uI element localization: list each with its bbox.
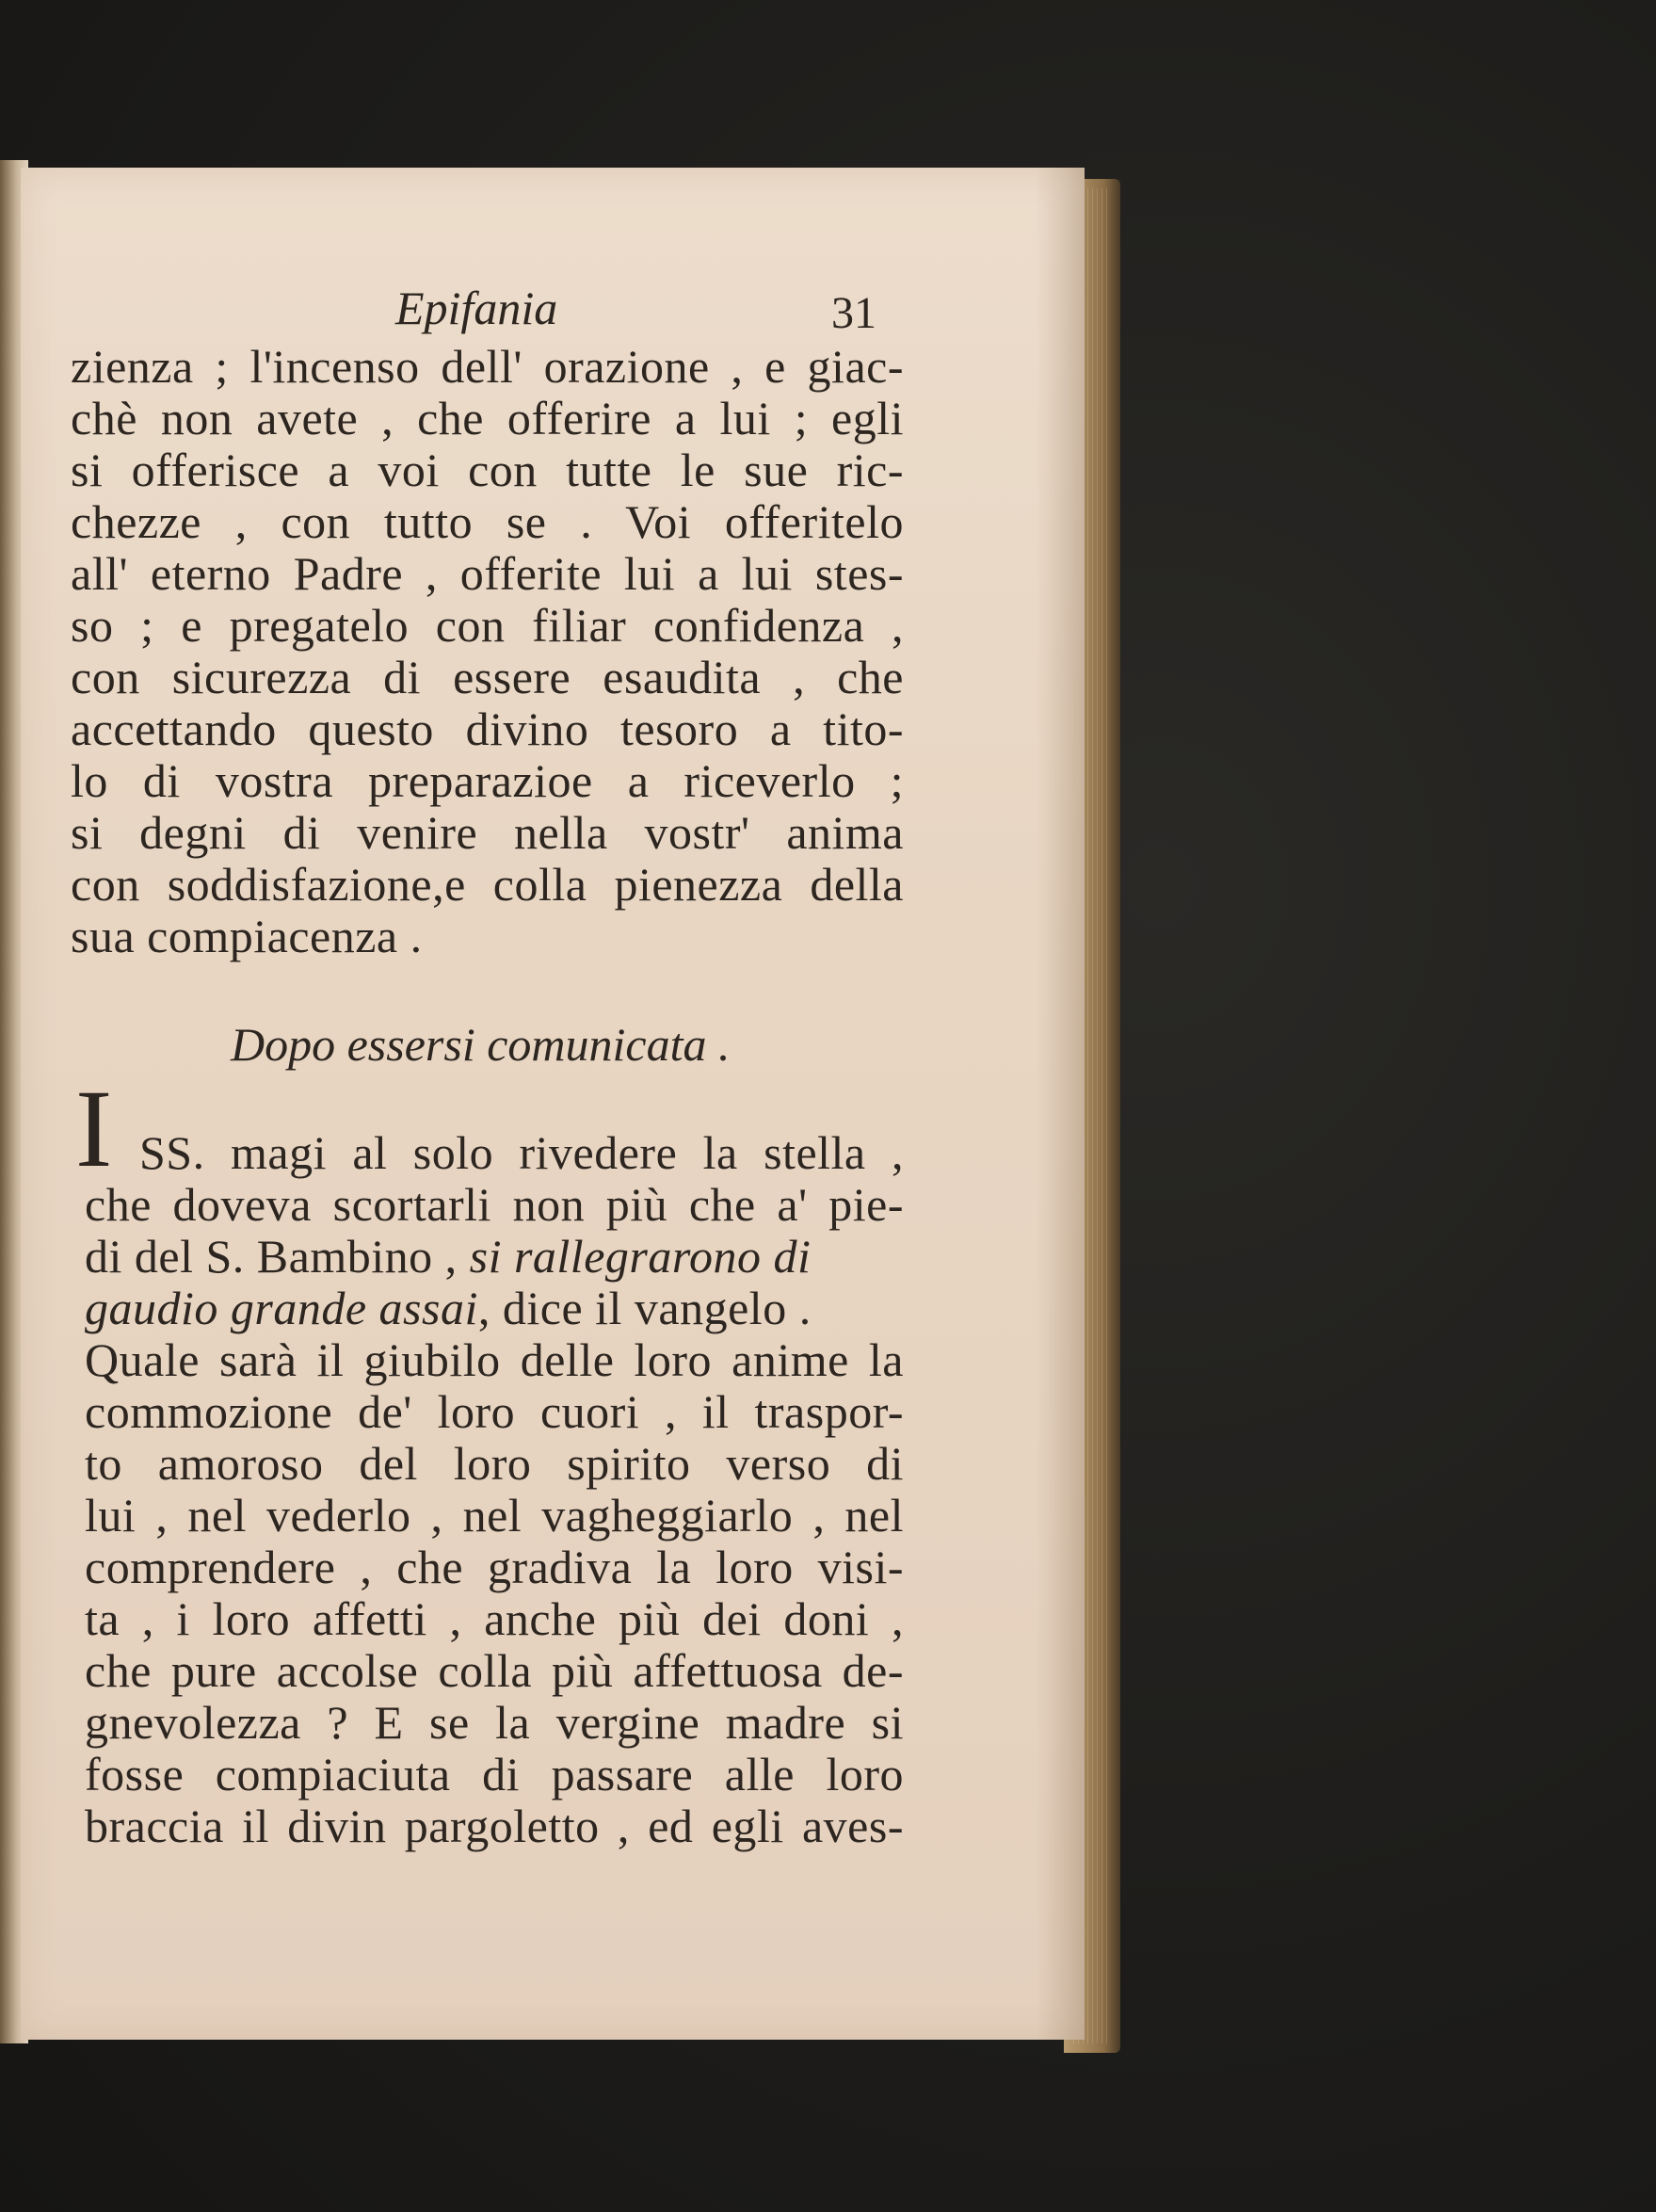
text-line: con soddisfazione,e colla pienezza della — [71, 858, 904, 911]
italic-quote: gaudio grande assai — [85, 1282, 478, 1334]
text-segment: di del S. Bambino , — [85, 1230, 458, 1283]
text-line: si degni di venire nella vostr' anima — [71, 806, 904, 859]
text-line: commozione de' loro cuori , il traspor- — [85, 1385, 904, 1438]
drop-cap: I — [75, 1067, 113, 1190]
text-line: so ; e pregatelo con filiar confidenza , — [71, 599, 904, 652]
text-line: Quale sarà il giubilo delle loro anime la — [85, 1333, 904, 1386]
text-line: sua compiacenza . — [71, 910, 423, 962]
text-line: braccia il divin pargoletto , ed egli aves- — [85, 1800, 904, 1852]
text-segment: , dice il vangelo . — [477, 1282, 812, 1334]
text-line: gnevolezza ? E se la vergine madre si — [85, 1696, 904, 1749]
text-line: zienza ; l'incenso dell' orazione , e giac- — [71, 340, 904, 393]
text-line: lo di vostra preparazioe a riceverlo ; — [71, 754, 904, 807]
text-line: chè non avete , che offerire a lui ; egli — [71, 392, 904, 444]
text-line: che doveva scortarli non più che a' pie- — [85, 1178, 904, 1231]
text-line: accettando questo divino tesoro a tito- — [71, 702, 904, 755]
text-line: SS. magi al solo rivedere la stella , — [139, 1126, 904, 1179]
text-line: si offerisce a voi con tutte le sue ric- — [71, 444, 904, 496]
page-number: 31 — [831, 288, 876, 338]
text-line: con sicurezza di essere esaudita , che — [71, 651, 904, 703]
text-line: ta , i loro affetti , anche più dei doni , — [85, 1592, 904, 1645]
italic-quote: si rallegrarono di — [469, 1230, 812, 1283]
text-line: lui , nel vederlo , nel vagheggiarlo , nel — [85, 1489, 904, 1542]
text-line: all' eterno Padre , offerite lui a lui stes- — [71, 547, 904, 600]
text-line: comprendere , che gradiva la loro visi- — [85, 1541, 904, 1593]
text-line: fosse compiaciuta di passare alle loro — [85, 1748, 904, 1800]
section-subheading: Dopo essersi comunicata . — [231, 1018, 731, 1071]
text-line: chezze , con tutto se . Voi offeritelo — [71, 495, 904, 548]
page-edge-shadow — [1036, 168, 1085, 2040]
text-line — [85, 1229, 904, 1284]
text-line: to amoroso del loro spirito verso di — [85, 1437, 904, 1490]
running-header: Epifania — [395, 282, 558, 334]
text-line — [85, 1281, 904, 1335]
text-line: che pure accolse colla più affettuosa de- — [85, 1644, 904, 1697]
